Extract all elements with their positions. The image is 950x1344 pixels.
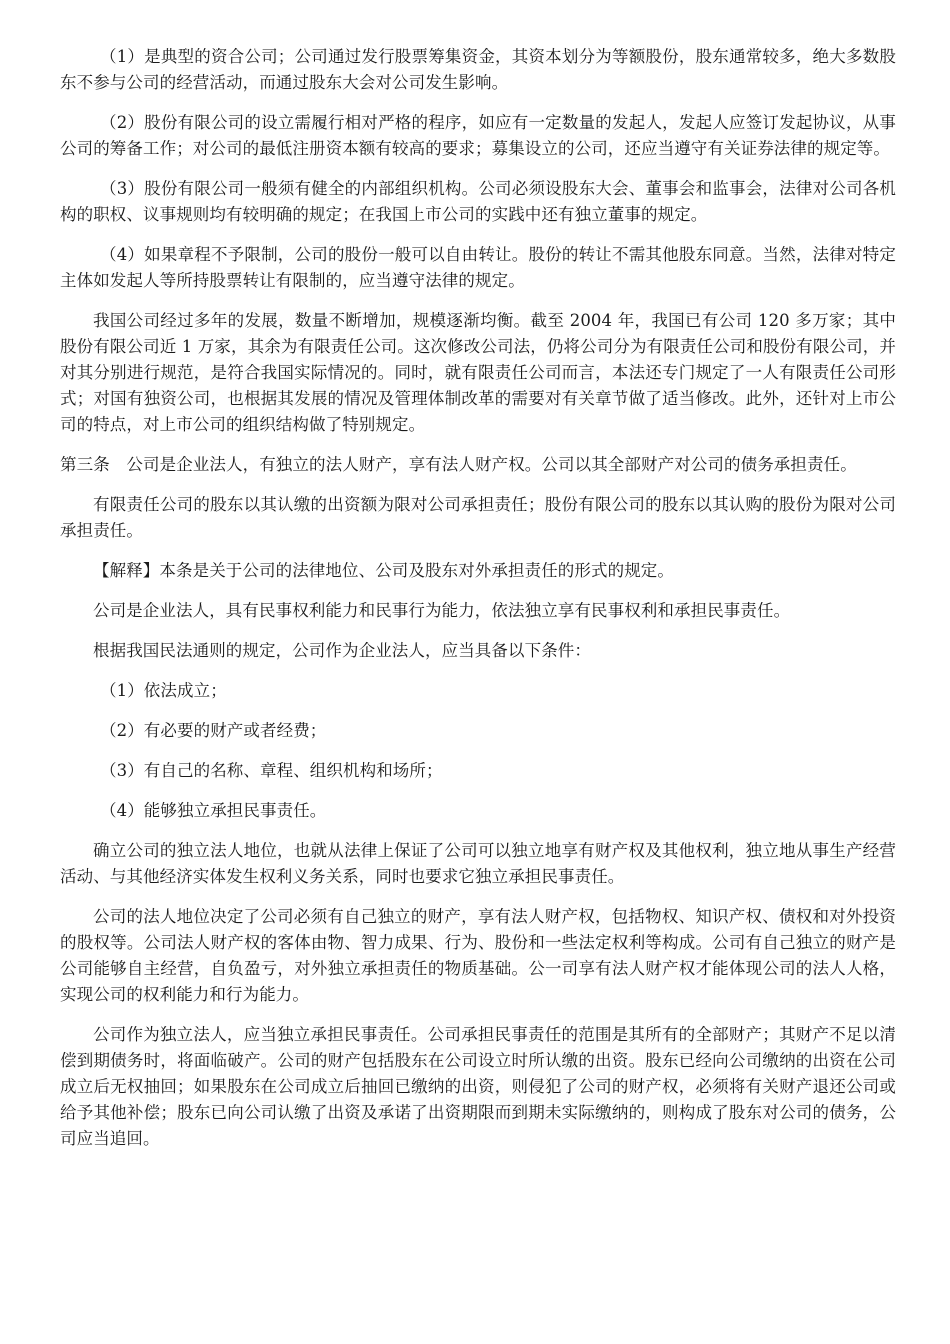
paragraph-development: 我国公司经过多年的发展，数量不断增加，规模逐渐均衡。截至 2004 年，我国已有公司 120 多万家；其中股份有限公司近 1 万家，其余为有限责任公司。这次修改公司法，仍将公司分为有限责任公司和股份有限公司，并对其分别进行规范，是符合我国实际情况的。同时，就有限责任公司而言，本法还专门规定了一人有限责任公司形式；对国有独资公司，也根据其发展的情况及管理体制改革的需要对有关章节做了适当修改。此外，还针对上市公司的特点，对上市公司的组织结构做了特别规定。 — [60, 311, 896, 434]
paragraph-conditions-intro: 根据我国民法通则的规定，公司作为企业法人，应当具备以下条件： — [93, 641, 591, 660]
list-item-condition-2: （2）有必要的财产或者经费； — [100, 721, 327, 740]
paragraph-feature-1: （1）是典型的资合公司；公司通过发行股票筹集资金，其资本划分为等额股份，股东通常较多，绝大多数股东不参与公司的经营活动，而通过股东大会对公司发生影响。 — [60, 47, 896, 92]
list-item-condition-1: （1）依法成立； — [100, 681, 227, 700]
article-3-heading: 第三条 公司是企业法人，有独立的法人财产，享有法人财产权。公司以其全部财产对公司的债务承担责任。 — [60, 455, 857, 474]
paragraph-feature-4: （4）如果章程不予限制，公司的股份一般可以自由转让。股份的转让不需其他股东同意。当然，法律对特定主体如发起人等所持股票转让有限制的，应当遵守法律的规定。 — [60, 245, 896, 290]
list-item-condition-4: （4）能够独立承担民事责任。 — [100, 801, 327, 820]
document-page — [60, 44, 896, 1166]
list-item-condition-3: （3）有自己的名称、章程、组织机构和场所； — [100, 761, 443, 780]
paragraph-feature-3: （3）股份有限公司一般须有健全的内部组织机构。公司必须设股东大会、董事会和监事会，法律对公司各机构的职权、议事规则均有较明确的规定；在我国上市公司的实践中还有独立董事的规定。 — [60, 179, 896, 224]
paragraph-independent-status: 确立公司的独立法人地位，也就从法律上保证了公司可以独立地享有财产权及其他权利，独立地从事生产经营活动、与其他经济实体发生权利义务关系，同时也要求它独立承担民事责任。 — [60, 841, 896, 886]
paragraph-shareholder-liability: 有限责任公司的股东以其认缴的出资额为限对公司承担责任；股份有限公司的股东以其认购的股份为限对公司承担责任。 — [60, 495, 896, 540]
paragraph-property-rights: 公司的法人地位决定了公司必须有自己独立的财产，享有法人财产权，包括物权、知识产权、债权和对外投资的股权等。公司法人财产权的客体由物、智力成果、行为、股份和一些法定权利等构成。公司有自己独立的财产是公司能够自主经营，自负盈亏，对外独立承担责任的物质基础。公一司享有法人财产权才能体现公司的法人人格，实现公司的权利能力和行为能力。 — [60, 907, 896, 1004]
paragraph-feature-2: （2）股份有限公司的设立需履行相对严格的程序，如应有一定数量的发起人，发起人应签订发起协议，从事公司的筹备工作；对公司的最低注册资本额有较高的要求；募集设立的公司，还应当遵守有关证券法律的规定等。 — [60, 113, 896, 158]
paragraph-civil-liability: 公司作为独立法人，应当独立承担民事责任。公司承担民事责任的范围是其所有的全部财产；其财产不足以清偿到期债务时，将面临破产。公司的财产包括股东在公司设立时所认缴的出资。股东已经向公司缴纳的出资在公司成立后无权抽回；如果股东在公司成立后抽回已缴纳的出资，则侵犯了公司的财产权，必须将有关财产退还公司或给予其他补偿；股东已向公司认缴了出资及承诺了出资期限而到期未实际缴纳的，则构成了股东对公司的债务，公司应当追回。 — [60, 1025, 896, 1148]
paragraph-explanation: 【解释】本条是关于公司的法律地位、公司及股东对外承担责任的形式的规定。 — [93, 561, 674, 580]
paragraph-enterprise-legal-person: 公司是企业法人，具有民事权利能力和民事行为能力，依法独立享有民事权利和承担民事责任。 — [93, 601, 791, 620]
